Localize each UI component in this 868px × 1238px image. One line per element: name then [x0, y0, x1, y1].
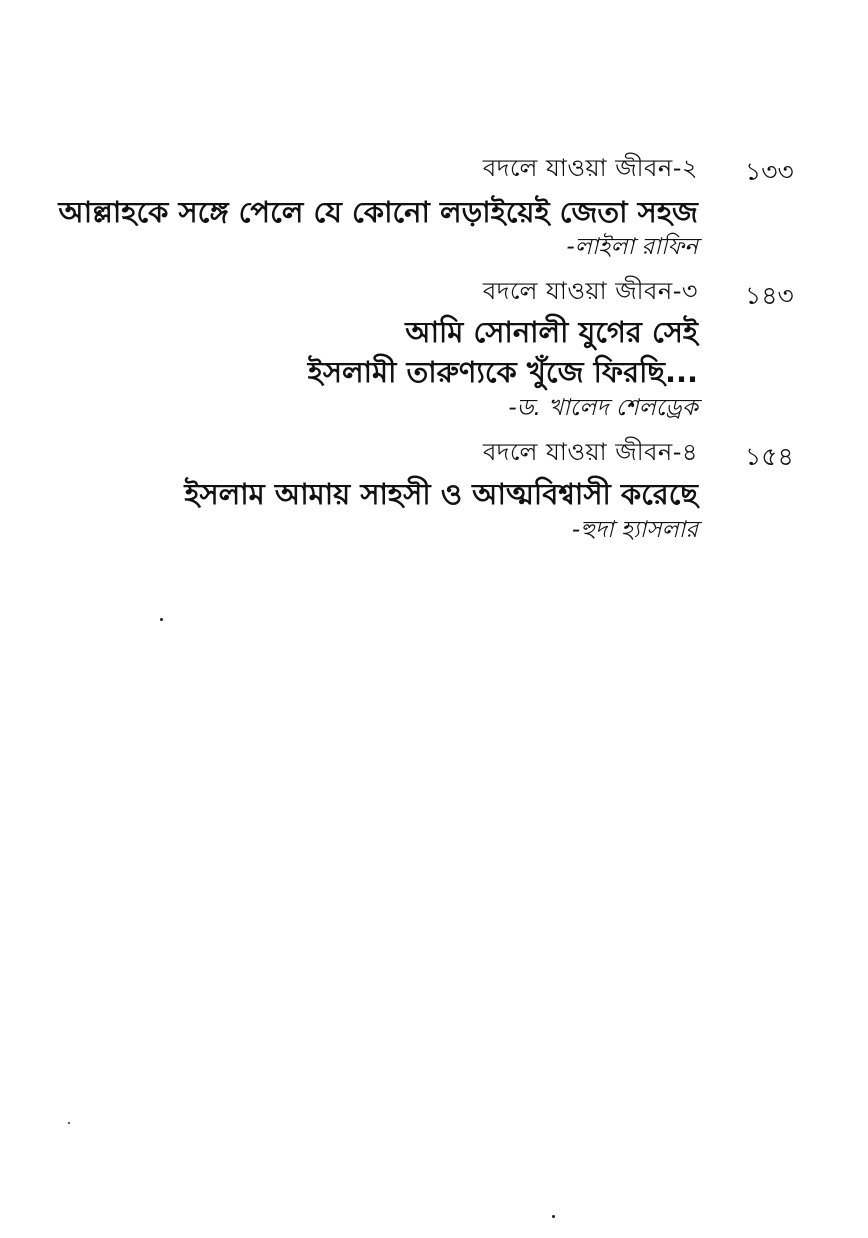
chapter-title: ইসলাম আমায় সাহসী ও আত্মবিশ্বাসী করেছে — [184, 477, 698, 511]
chapter-title: আল্লাহকে সঙ্গে পেলে যে কোনো লড়াইয়েই জেতা সহজ — [58, 195, 698, 229]
chapter-title: আমি সোনালী যুগের সেই — [405, 315, 698, 349]
page-number: ১৩৩ — [745, 157, 794, 186]
author-name: -হুদা হ্যাসলার — [571, 517, 698, 543]
scan-speck — [68, 1122, 70, 1124]
section-heading: বদলে যাওয়া জীবন-২ — [482, 154, 698, 182]
author-name: -লাইলা রাফিন — [566, 234, 698, 260]
page-number: ১৪৩ — [745, 281, 794, 310]
section-heading: বদলে যাওয়া জীবন-৩ — [482, 277, 698, 305]
page-number: ১৫৪ — [745, 442, 794, 471]
author-name: -ড. খালেদ শেলড্রেক — [508, 395, 698, 421]
scan-speck — [552, 1215, 555, 1218]
section-heading: বদলে যাওয়া জীবন-৪ — [482, 438, 698, 466]
chapter-title: ইসলামী তারুণ্যকে খুঁজে ফিরছি... — [307, 355, 698, 389]
scan-speck — [160, 618, 163, 621]
